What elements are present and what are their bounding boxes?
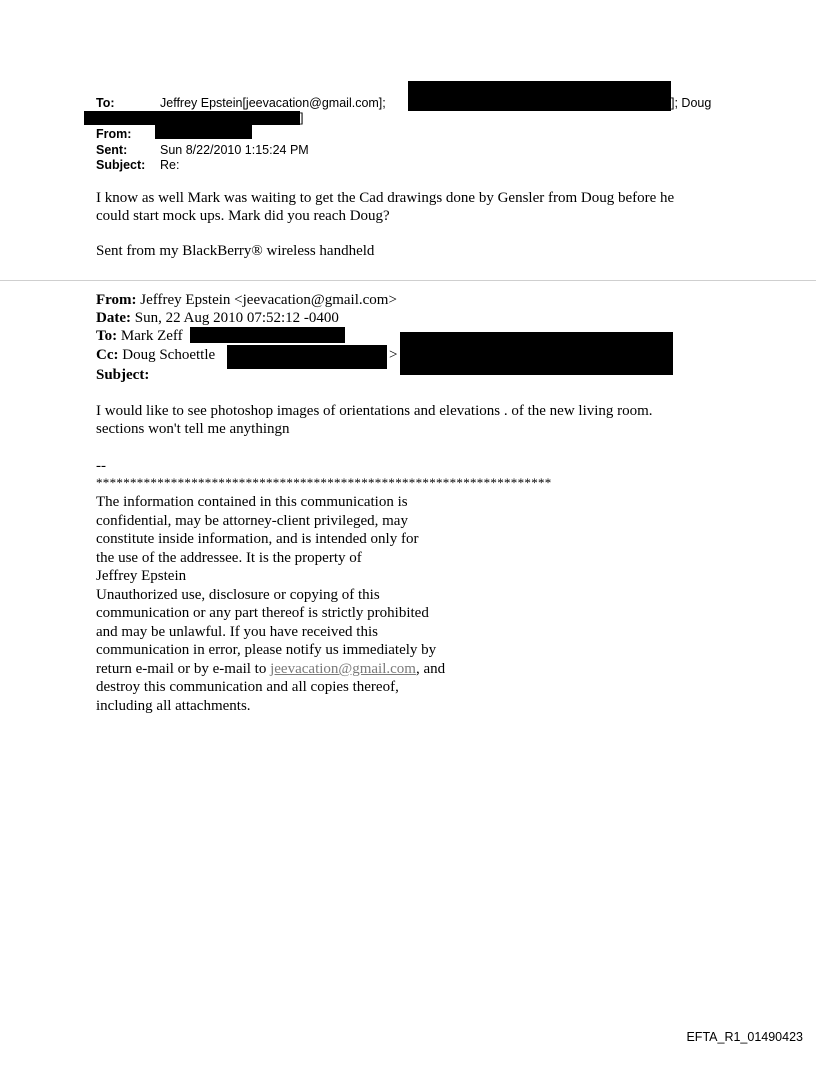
quoted-date: Date: Sun, 22 Aug 2010 07:52:12 -0400 [96,310,339,326]
disclaimer-return-line: return e-mail or by e-mail to jeevacation@gmail.com, and [96,661,446,677]
redaction-box [84,111,300,125]
disclaimer-line: destroy this communication and all copies thereof, [96,679,399,695]
separator-line [0,280,816,281]
redaction-box [227,345,387,369]
to-value: Jeffrey Epstein[jeevacation@gmail.com]; [160,96,386,110]
disclaimer-line: confidential, may be attorney-client privileged, may [96,513,408,529]
signature-dashes: -- [96,458,106,474]
reply-signature: Sent from my BlackBerry® wireless handheld [96,243,375,259]
disclaimer-line: including all attachments. [96,698,251,714]
disclaimer-line: communication in error, please notify us immediately by [96,642,437,658]
reply-line-1: I know as well Mark was waiting to get the Cad drawings done by Gensler from Doug before he [96,190,675,206]
original-line-2: sections won't tell me anythingn [96,421,290,437]
email-link[interactable]: jeevacation@gmail.com [270,661,416,677]
to-tail: ]; Doug [671,96,712,110]
document-id: EFTA_R1_01490423 [686,1030,803,1044]
redaction-box [400,332,673,375]
quoted-cc: Cc: Doug Schoettle [96,347,216,363]
redaction-box [408,81,671,111]
redaction-box [155,125,252,139]
quoted-from: From: Jeffrey Epstein <jeevacation@gmail.com> [96,292,397,308]
quoted-to: To: Mark Zeff [96,328,183,344]
disclaimer-line: and may be unlawful. If you have received this [96,624,378,640]
disclaimer-line: communication or any part thereof is strictly prohibited [96,605,429,621]
disclaimer-line: The information contained in this communication is [96,494,408,510]
to-label: To: [96,96,115,110]
reply-line-2: could start mock ups. Mark did you reach Doug? [96,208,390,224]
quoted-cc-tail: > [389,347,398,363]
redaction-box [190,327,345,343]
subject-value: Re: [160,158,180,172]
sent-value: Sun 8/22/2010 1:15:24 PM [160,143,309,157]
disclaimer-line: Unauthorized use, disclosure or copying of this [96,587,380,603]
signature-stars: ******************************************************************* [96,475,552,490]
quoted-subject: Subject: [96,367,150,383]
to-line2-tail: ] [300,111,304,125]
disclaimer-line: constitute inside information, and is intended only for [96,531,419,547]
disclaimer-line: Jeffrey Epstein [96,568,187,584]
subject-label: Subject: [96,158,146,172]
sent-label: Sent: [96,143,128,157]
original-line-1: I would like to see photoshop images of orientations and elevations . of the new living room. [96,403,653,419]
disclaimer-line: the use of the addressee. It is the property of [96,550,362,566]
from-label: From: [96,127,132,141]
